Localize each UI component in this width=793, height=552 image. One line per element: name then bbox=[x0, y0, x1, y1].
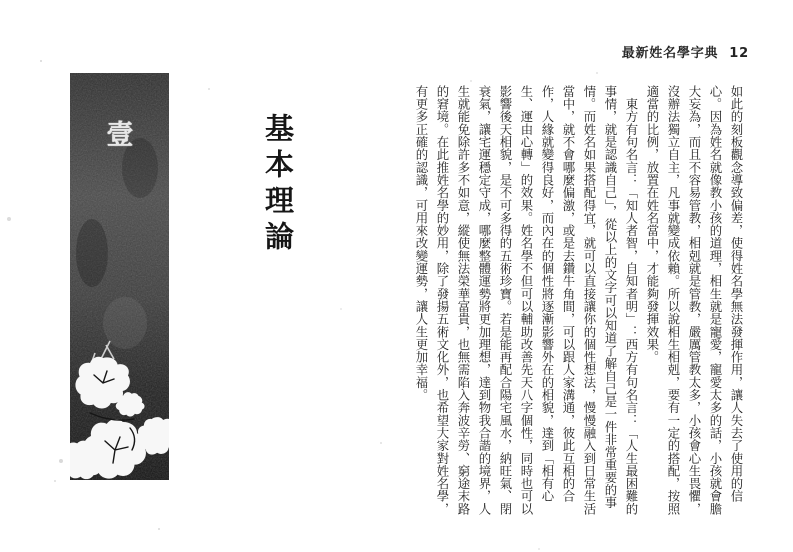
text-column: 的窘境。在此推姓名學的妙用，除了發揚五術文化外，也希望大家對姓名學， bbox=[435, 85, 450, 516]
main-text bbox=[411, 85, 747, 521]
text-column: 生就能免除許多不如意，縱使無法榮華富貴，也無需陷入奔波辛勞、窮途末路 bbox=[456, 85, 471, 516]
text-column: 如此的刻板觀念導致偏差，使得姓名學無法發揮作用，讓人失去了使用的信 bbox=[729, 85, 744, 503]
text-column: 衰氣，讓宅運穩定守成，哪麼整體運勢將更加理想，達到物我合諧的境界，人 bbox=[477, 85, 492, 516]
text-column: 有更多正確的認識，可用來改變運勢，讓人生更加幸福。 bbox=[414, 85, 429, 402]
running-head-page-number: 12 bbox=[729, 46, 749, 61]
chapter-title: 基本理論 bbox=[261, 113, 295, 257]
running-head bbox=[622, 42, 749, 61]
text-column: 東方有句名言：「知人者智，自知者明」：西方有句名言：「人生最困難的 bbox=[624, 85, 639, 516]
text-column: 心。因為姓名就像教小孩的道理，相生就是寵愛，寵愛太多的話，小孩就會膽 bbox=[708, 85, 723, 516]
text-column: 事情，就是認識自己」，從以上的文字可以知道了解自己是一件非常重要的事 bbox=[603, 85, 618, 509]
text-column: 大妄為，而且不容易管教，相剋就是管教，嚴厲管教太多，小孩會心生畏懼， bbox=[687, 85, 702, 516]
text-column: 適當的比例，放置在姓名當中，才能夠發揮效果。 bbox=[645, 85, 660, 364]
running-head-title: 最新姓名學字典 bbox=[621, 46, 719, 61]
text-column: 影響後天相貌，是不可多得的五術珍寶。若是能再配合陽宅風水，納旺氣、閉 bbox=[498, 85, 513, 516]
text-column: 沒辦法獨立自主，凡事就變成依賴。所以說相生相剋，要有一定的搭配，按照 bbox=[666, 85, 681, 516]
text-column: 生、運由心轉」的效果。姓名學不但可以輔助改善先天八字個性，同時也可以 bbox=[519, 85, 534, 516]
text-column: 當中，就不會哪麼偏激，或是去鑽牛角間，可以跟人家溝通，彼此互相的合 bbox=[561, 85, 576, 503]
text-column: 情。而姓名如果搭配得宜，就可以直接讓你的個性想法，慢慢融入到日常生活 bbox=[582, 85, 597, 516]
text-column: 作，人緣就變得良好，而內在的個性將逐漸影響外在的相貌，達到「相有心 bbox=[540, 85, 555, 503]
chapter-number: 壹 bbox=[106, 120, 134, 151]
scan-noise-specks bbox=[40, 60, 42, 62]
chapter-banner bbox=[70, 73, 169, 480]
